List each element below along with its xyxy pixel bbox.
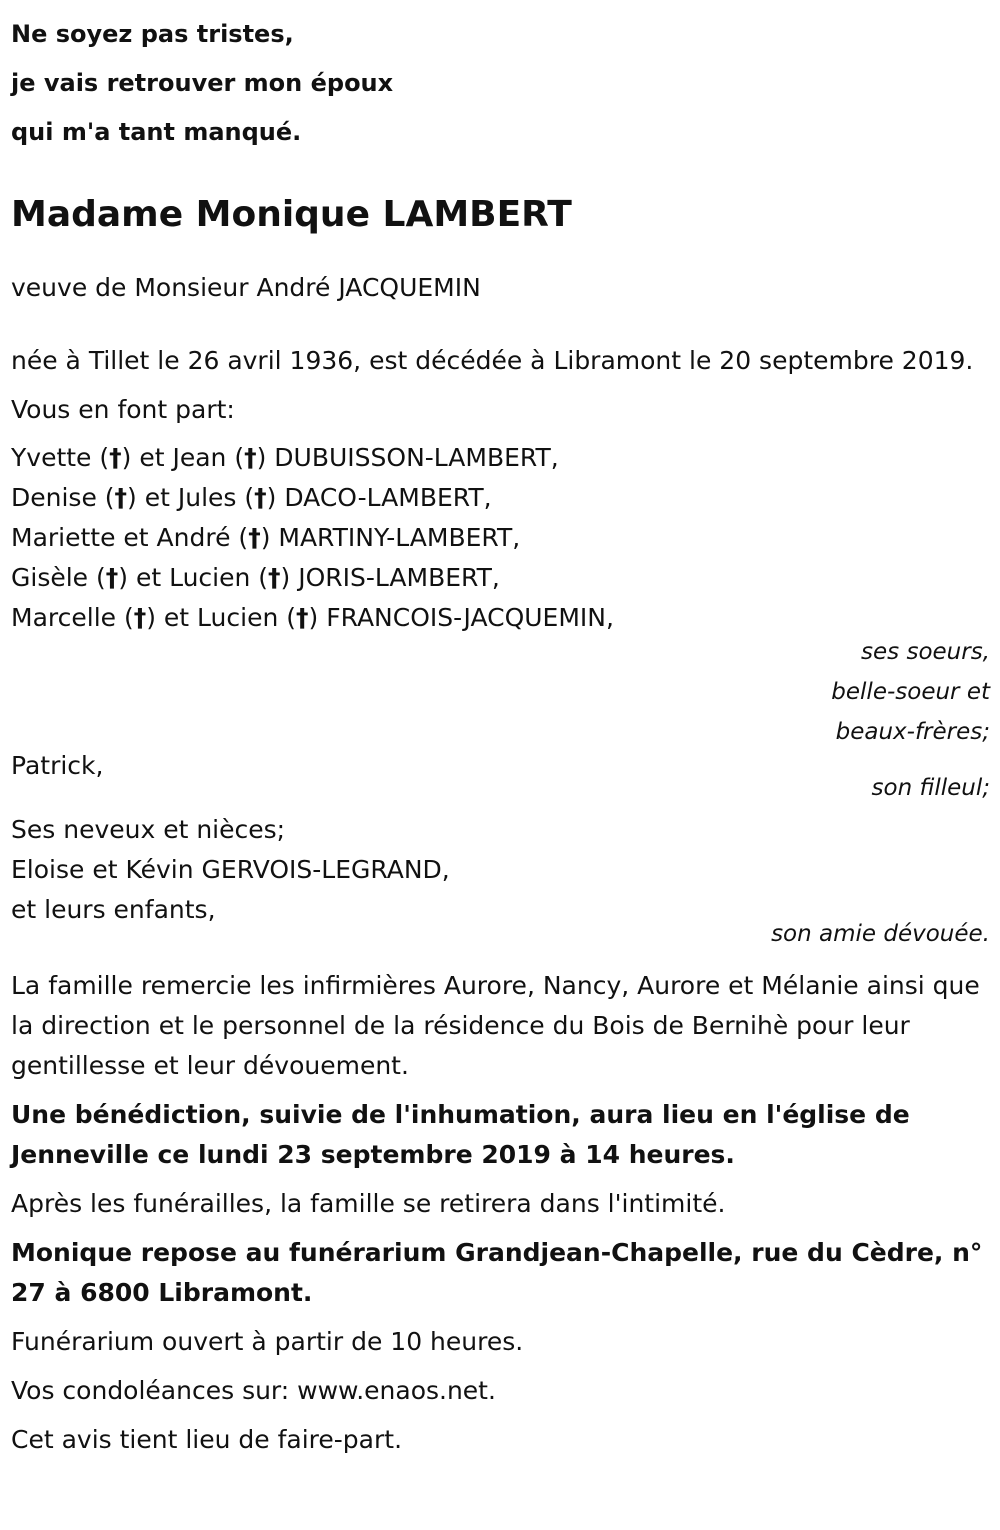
epitaph-line: qui m'a tant manqué. <box>11 118 302 146</box>
condolences-line: Vos condoléances sur: www.enaos.net. <box>11 1376 496 1405</box>
cross-icon: † <box>254 483 267 512</box>
family-row: Mariette et André (†) MARTINY-LAMBERT, <box>11 523 521 552</box>
funerarium-hours: Funérarium ouvert à partir de 10 heures. <box>11 1327 524 1356</box>
role-line: beaux-frères; <box>835 719 990 745</box>
repose-info: Monique repose au funérarium Grandjean-Chapelle, rue du Cèdre, n° 27 à 6800 Libramont. <box>11 1238 983 1307</box>
closing-note: Cet avis tient lieu de faire-part. <box>11 1425 403 1454</box>
widow-of: veuve de Monsieur André JACQUEMIN <box>11 273 481 302</box>
family-row: Marcelle (†) et Lucien (†) FRANCOIS-JACQUEMIN, <box>11 603 614 632</box>
epitaph-line: Ne soyez pas tristes, <box>11 20 294 48</box>
cross-icon: † <box>133 603 147 632</box>
cross-icon: † <box>109 443 122 472</box>
cross-icon: † <box>296 603 309 632</box>
obituary-notice <box>11 0 990 1460</box>
role-siblings <box>11 632 990 752</box>
thanks-paragraph: La famille remercie les infirmières Aurore, Nancy, Aurore et Mélanie ainsi que la direction et le personnel de la résidence du Bois de Bernihè pour leur gentillesse et leur dévouement. <box>11 971 980 1080</box>
cross-icon: † <box>114 483 128 512</box>
after-funeral: Après les funérailles, la famille se retirera dans l'intimité. <box>11 1189 726 1218</box>
birth-death: née à Tillet le 26 avril 1936, est décédée à Libramont le 20 septembre 2019. <box>11 346 974 375</box>
cross-icon: † <box>244 443 257 472</box>
cross-icon: † <box>268 563 281 592</box>
condolences-link[interactable]: www.enaos.net <box>297 1376 488 1405</box>
epitaph-line: je vais retrouver mon époux <box>11 69 394 97</box>
nieces-line: et leurs enfants, <box>11 895 216 924</box>
role-line: belle-soeur et <box>831 679 990 705</box>
nieces-line: Eloise et Kévin GERVOIS-LEGRAND, <box>11 855 450 884</box>
deceased-name: Madame Monique LAMBERT <box>11 194 572 235</box>
announce-line: Vous en font part: <box>11 395 235 424</box>
nieces-line: Ses neveux et nièces; <box>11 815 286 844</box>
family-row: Yvette (†) et Jean (†) DUBUISSON-LAMBERT, <box>11 443 559 472</box>
nieces-block <box>11 810 990 930</box>
role-godson: son filleul; <box>871 775 990 801</box>
role-line: ses soeurs, <box>861 639 990 665</box>
cross-icon: † <box>248 523 261 552</box>
family-row: Gisèle (†) et Lucien (†) JORIS-LAMBERT, <box>11 563 500 592</box>
family-row: Denise (†) et Jules (†) DACO-LAMBERT, <box>11 483 492 512</box>
cross-icon: † <box>105 563 119 592</box>
epitaph <box>11 10 990 157</box>
role-friend: son amie dévouée. <box>771 921 990 947</box>
family-list <box>11 438 990 638</box>
godson-name: Patrick, <box>11 751 104 780</box>
ceremony-announcement: Une bénédiction, suivie de l'inhumation, aura lieu en l'église de Jenneville ce lundi 23 septembre 2019 à 14 heures. <box>11 1100 910 1169</box>
